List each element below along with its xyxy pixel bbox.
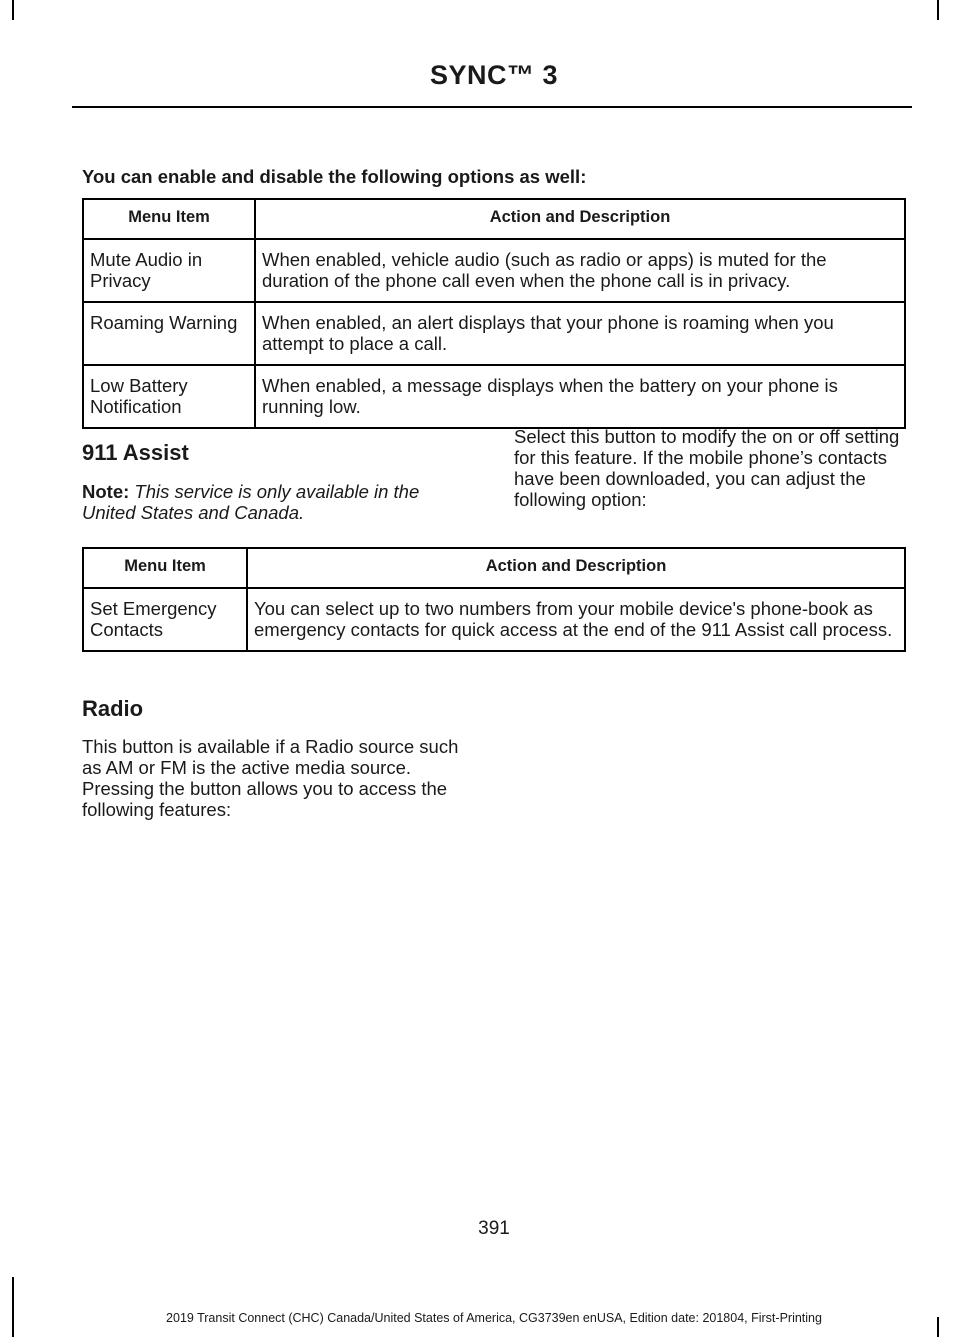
table-row (83, 239, 905, 302)
table-row (83, 365, 905, 428)
table-row (83, 302, 905, 365)
description-cell: When enabled, a message displays when the battery on your phone is running low. (255, 365, 905, 428)
description-cell: You can select up to two numbers from your mobile device's phone-book as emergency contacts for quick access at the end of the 911 Assist call process. (247, 588, 905, 651)
emergency-options-table (82, 547, 906, 652)
page-number: 391 (478, 1218, 510, 1239)
assist-body: Select this button to modify the on or off setting for this feature. If the mobile phone’s contacts have been downloaded, you can adjust the following option: (514, 426, 900, 510)
menu-item-cell: Low Battery Notification (83, 365, 255, 428)
menu-item-cell: Set Emergency Contacts (83, 588, 247, 651)
menu-item-cell: Mute Audio in Privacy (83, 239, 255, 302)
note-label: Note: (82, 481, 130, 502)
column-header-action: Action and Description (247, 548, 905, 588)
table-header-row (83, 199, 905, 239)
section-heading-radio: Radio (82, 696, 144, 721)
column-header-menu-item: Menu Item (83, 548, 247, 588)
table-header-row (83, 548, 905, 588)
table-row (83, 588, 905, 651)
options-intro: You can enable and disable the following options as well: (82, 166, 587, 187)
radio-body: This button is available if a Radio source such as AM or FM is the active media source. Pressing the button allows you to access the following features: (82, 736, 459, 820)
column-header-action: Action and Description (255, 199, 905, 239)
header-rule (72, 106, 912, 108)
assist-note (82, 481, 472, 523)
column-header-menu-item: Menu Item (83, 199, 255, 239)
page-footer: 2019 Transit Connect (CHC) Canada/United States of America, CG3739en enUSA, Edition date: 201804, First-Printing (166, 1311, 822, 1325)
crop-mark-top-left (12, 0, 14, 20)
description-cell: When enabled, an alert displays that your phone is roaming when you attempt to place a call. (255, 302, 905, 365)
crop-mark-top-right (937, 0, 939, 20)
note-text: This service is only available in the United States and Canada. (82, 481, 420, 523)
description-cell: When enabled, vehicle audio (such as radio or apps) is muted for the duration of the phone call even when the phone call is in privacy. (255, 239, 905, 302)
crop-mark-bottom-left (12, 1277, 14, 1337)
page-header-title: SYNC™ 3 (429, 60, 559, 90)
menu-item-cell: Roaming Warning (83, 302, 255, 365)
section-heading-911-assist: 911 Assist (82, 440, 189, 465)
options-table (82, 198, 906, 429)
